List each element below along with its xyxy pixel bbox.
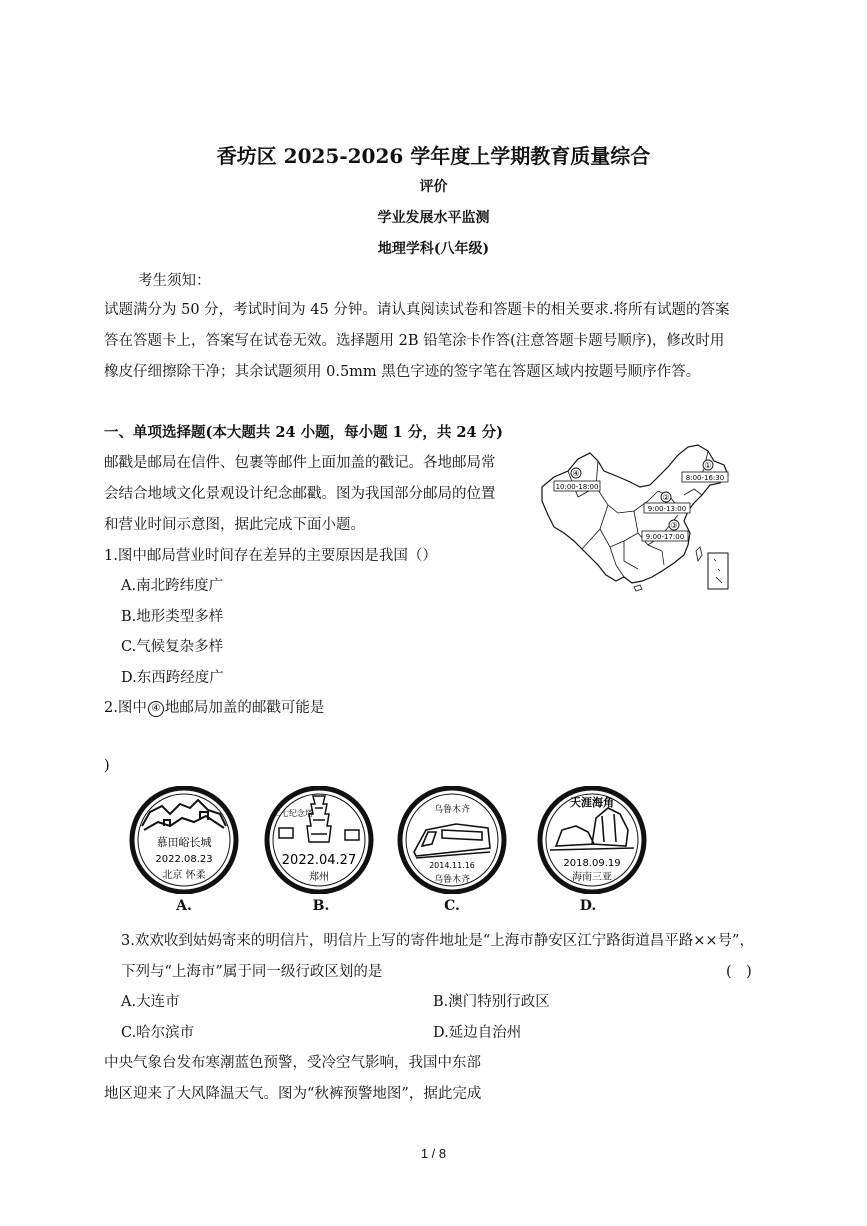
page-number: 1 / 8 <box>420 1146 447 1161</box>
stamp-d <box>536 786 648 894</box>
stamp-d-date: 2018.09.19 <box>563 858 621 869</box>
section-heading: 一、单项选择题(本大题共 24 小题，每小题 1 分，共 24 分) <box>104 424 503 441</box>
china-outline <box>542 445 728 583</box>
question-1-option-a: A.南北跨纬度广 <box>121 578 224 594</box>
stamp-b <box>263 786 375 894</box>
question-2-paren: ) <box>104 758 110 774</box>
question-3-stem-line2: 下列与“上海市”属于同一级行政区划的是 <box>121 964 383 980</box>
question-3-option-d: D.延边自治州 <box>433 1025 522 1041</box>
map-marker-2: ② <box>662 493 670 502</box>
circled-number-4: ④ <box>148 701 164 717</box>
stamp-c <box>396 786 508 894</box>
intro-line: 会结合地域文化景观设计纪念邮戳。图为我国部分邮局的位置 <box>104 486 496 502</box>
china-post-office-map <box>538 441 738 593</box>
question-2-stem-before: 2.图中 <box>104 700 147 716</box>
stamp-d-letter: D. <box>579 898 597 914</box>
question-3-paren: ( ) <box>726 964 752 980</box>
question-1-option-b: B.地形类型多样 <box>121 609 224 625</box>
hainan-island <box>634 585 642 591</box>
page-title: 香坊区 2025-2026 学年度上学期教育质量综合 <box>216 144 651 168</box>
question-1-option-c: C.气候复杂多样 <box>121 639 224 655</box>
subtitle-subject: 地理学科(八年级) <box>377 241 490 257</box>
question-3-option-b: B.澳门特别行政区 <box>433 994 550 1010</box>
map-time-4: 10:00-18:00 <box>555 483 599 491</box>
taiwan-island <box>696 547 702 561</box>
stamp-d-title: 天涯海角 <box>570 796 614 809</box>
map-marker-3: ③ <box>670 521 678 530</box>
stamp-b-place: 郑州 <box>309 872 329 883</box>
intro2-line: 地区迎来了大风降温天气。图为“秋裤预警地图”，据此完成 <box>104 1086 482 1102</box>
stamp-a-letter: A. <box>176 898 192 914</box>
stamp-d-place: 海南三亚 <box>572 872 612 883</box>
notice-line: 试题满分为 50 分，考试时间为 45 分钟。请认真阅读试卷和答题卡的相关要求.将所有试题的答案 <box>104 302 730 318</box>
intro-line: 邮戳是邮局在信件、包裹等邮件上面加盖的戳记。各地邮局常 <box>104 455 496 471</box>
map-time-2: 9:00-13:00 <box>647 505 687 513</box>
stamp-a-date: 2022.08.23 <box>155 854 213 865</box>
intro-line: 和营业时间示意图，据此完成下面小题。 <box>104 517 365 533</box>
map-time-3: 9:00-17:00 <box>645 533 685 541</box>
question-3-option-c: C.哈尔滨市 <box>121 1025 195 1041</box>
intro2-line: 中央气象台发布寒潮蓝色预警，受冷空气影响，我国中东部 <box>104 1055 481 1071</box>
notice-heading: 考生须知： <box>138 273 211 289</box>
notice-line: 答在答题卡上，答案写在试卷无效。选择题用 2B 铅笔涂卡作答(注意答题卡题号顺序)，修改时用 <box>104 333 725 349</box>
stamp-a-title: 慕田峪长城 <box>156 836 212 849</box>
question-3-stem-line1: 3.欢欢收到姑妈寄来的明信片，明信片上写的寄件地址是“上海市静安区江宁路街道昌平路××号”， <box>121 933 754 949</box>
map-marker-1: ① <box>704 461 712 470</box>
stamp-c-date: 2014.11.16 <box>429 861 475 870</box>
stamp-c-title: 乌鲁木齐 <box>433 805 471 815</box>
inset-islands <box>714 559 722 583</box>
subtitle-monitoring: 学业发展水平监测 <box>377 210 490 226</box>
notice-line: 橡皮仔细擦除干净；其余试题须用 0.5mm 黑色字迹的签字笔在答题区域内按题号顺序作答。 <box>104 364 701 380</box>
stamp-a <box>128 786 240 894</box>
question-3-option-a: A.大连市 <box>121 994 180 1010</box>
question-2-stem <box>104 696 324 717</box>
stamp-b-title: 二七纪念塔 <box>273 809 313 818</box>
stamp-b-letter: B. <box>312 898 330 914</box>
map-marker-4: ④ <box>572 469 580 478</box>
south-china-sea-inset <box>708 553 728 589</box>
question-1-option-d: D.东西跨经度广 <box>121 670 224 686</box>
map-time-1: 8:00-16:30 <box>685 474 725 482</box>
question-1-stem: 1.图中邮局营业时间存在差异的主要原因是我国（） <box>104 548 437 564</box>
stamp-a-place: 北京 怀柔 <box>162 870 206 881</box>
stamp-c-place: 乌鲁木齐 <box>433 875 471 885</box>
stamp-b-date: 2022.04.27 <box>281 853 357 868</box>
question-2-stem-after: 地邮局加盖的邮戳可能是 <box>164 700 325 716</box>
subtitle-evaluation: 评价 <box>419 179 448 195</box>
stamp-c-letter: C. <box>444 898 460 914</box>
